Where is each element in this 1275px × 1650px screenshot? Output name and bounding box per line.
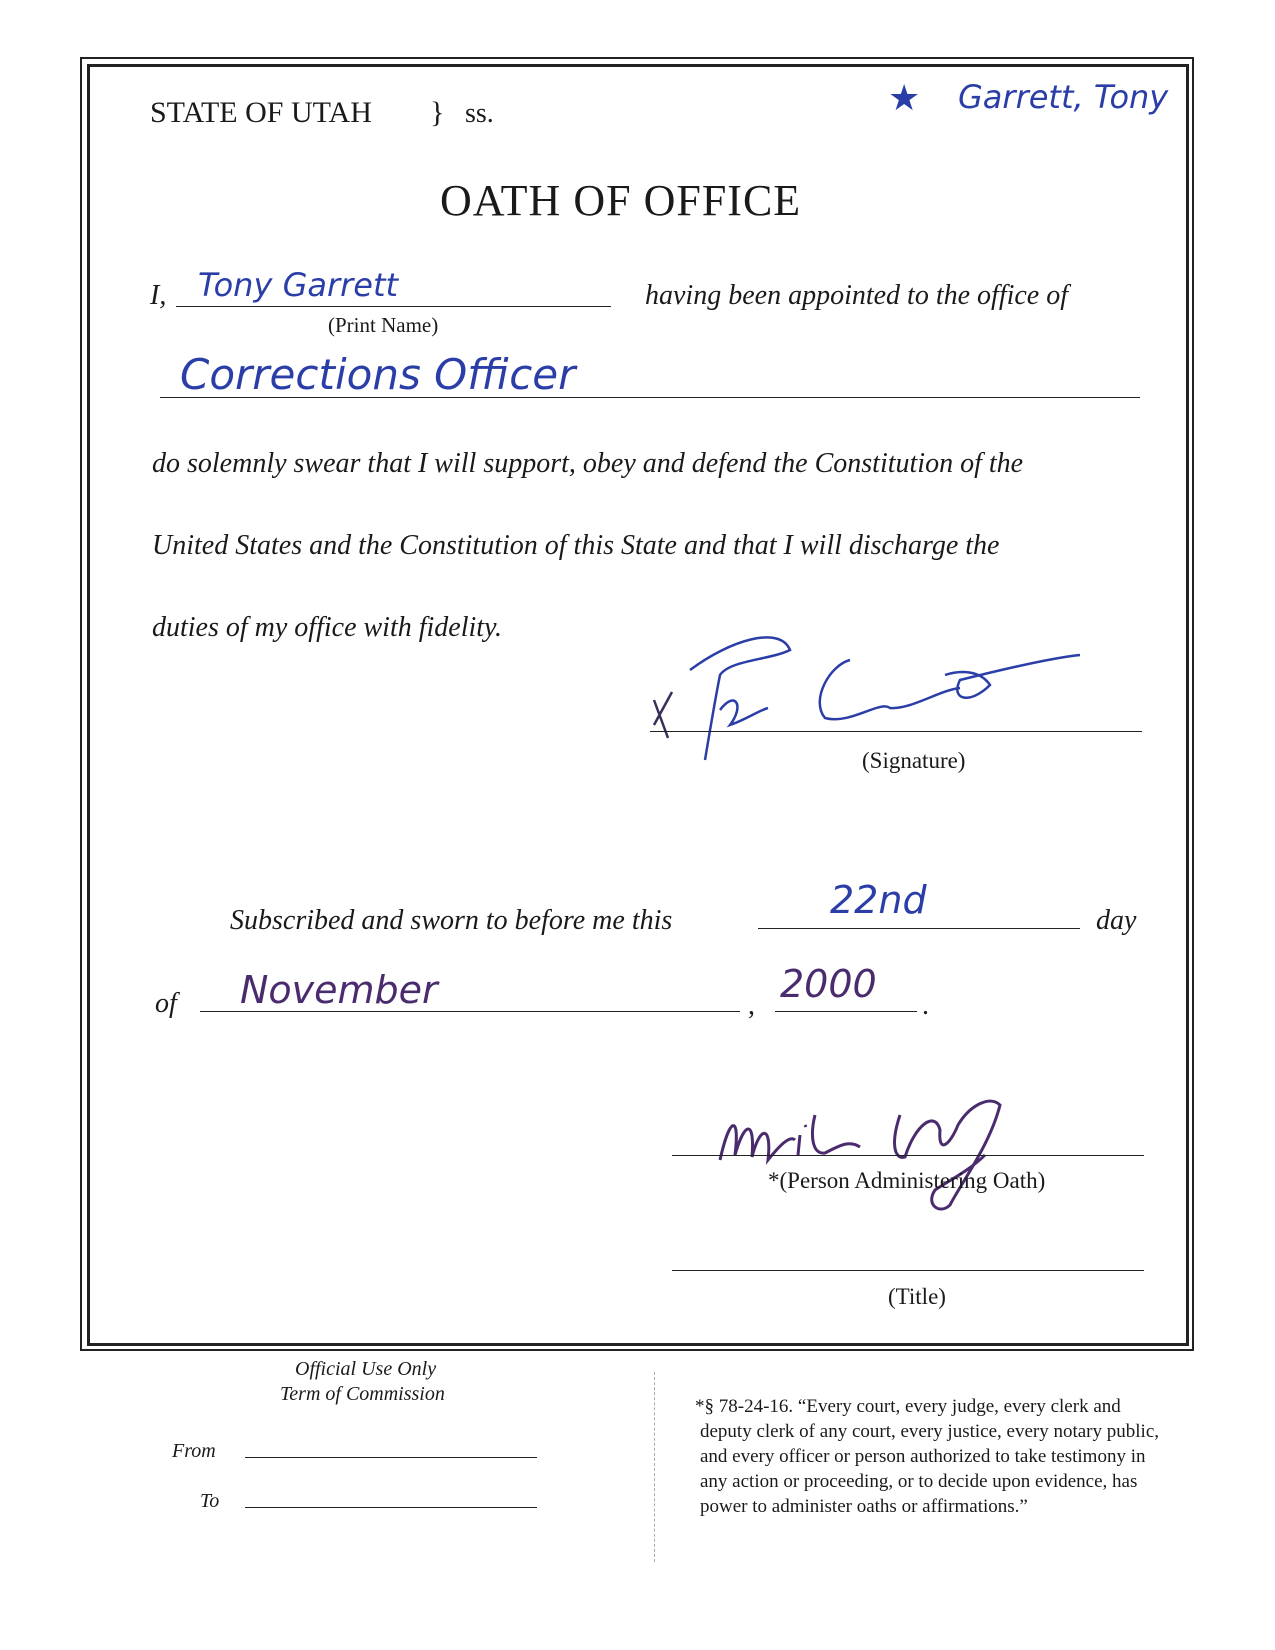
administrator-caption: *(Person Administering Oath): [768, 1168, 1046, 1193]
to-label: To: [200, 1490, 220, 1512]
pronoun-label: I,: [150, 280, 167, 311]
official-use-heading: Official Use Only: [295, 1358, 437, 1380]
day-line: [758, 928, 1080, 929]
month-line: [200, 1011, 740, 1012]
star-mark: ★: [888, 78, 921, 119]
office-line: [160, 397, 1140, 398]
form-title: OATH OF OFFICE: [440, 176, 802, 225]
footnote-line-2: deputy clerk of any court, every justice, every notary public,: [700, 1421, 1159, 1442]
brace-symbol: }: [430, 96, 445, 129]
subscribed-text: Subscribed and sworn to before me this: [230, 905, 673, 936]
oath-line-3: duties of my office with fidelity.: [152, 612, 502, 643]
oath-line-2: United States and the Constitution of this State and that I will discharge the: [152, 530, 1000, 561]
administrator-line: [672, 1155, 1144, 1156]
day-label: day: [1096, 905, 1137, 936]
year-value-handwritten: 2000: [780, 962, 877, 1006]
office-value-handwritten: Corrections Officer: [180, 350, 576, 399]
oath-line-1: do solemnly swear that I will support, obey and defend the Constitution of the: [152, 448, 1024, 479]
print-name-caption: (Print Name): [328, 313, 439, 337]
name-line: [176, 306, 611, 307]
year-line: [775, 1011, 917, 1012]
signature-line: [650, 731, 1142, 732]
signature-caption: (Signature): [862, 748, 966, 773]
from-line[interactable]: [245, 1457, 537, 1458]
title-line: [672, 1270, 1144, 1271]
ss-label: ss.: [465, 98, 494, 129]
file-note-handwritten: Garrett, Tony: [958, 78, 1169, 116]
appointed-text: having been appointed to the office of: [645, 280, 1069, 311]
of-label: of: [155, 988, 177, 1019]
to-line[interactable]: [245, 1507, 537, 1508]
footnote-line-4: any action or proceeding, or to decide upon evidence, has: [700, 1471, 1138, 1492]
column-divider: [654, 1372, 655, 1562]
footnote-line-3: and every officer or person authorized to take testimony in: [700, 1446, 1146, 1467]
year-period: .: [922, 990, 929, 1021]
term-of-commission-heading: Term of Commission: [280, 1383, 445, 1405]
day-value-handwritten: 22nd: [830, 878, 927, 922]
month-value-handwritten: November: [240, 968, 438, 1012]
from-label: From: [172, 1440, 216, 1462]
month-comma: ,: [748, 990, 755, 1021]
state-heading: STATE OF UTAH: [150, 96, 372, 129]
footnote-line-1: *§ 78-24-16. “Every court, every judge, every clerk and: [695, 1396, 1121, 1417]
name-value-handwritten: Tony Garrett: [198, 266, 399, 304]
footnote-line-5: power to administer oaths or affirmations.”: [700, 1496, 1028, 1517]
title-caption: (Title): [888, 1284, 946, 1309]
